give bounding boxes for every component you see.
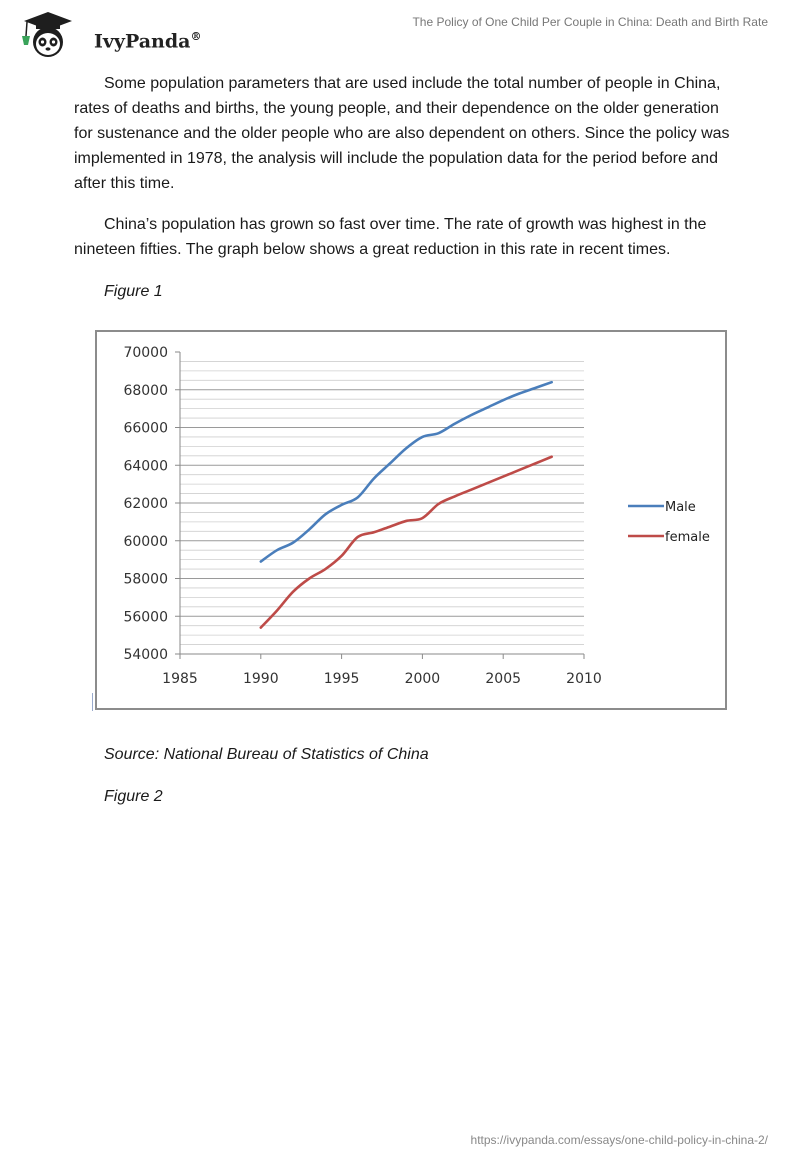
chart-canvas (97, 332, 725, 708)
document-title: The Policy of One Child Per Couple in China: Death and Birth Rate (412, 15, 768, 29)
figure-2-caption: Figure 2 (104, 788, 163, 805)
x-tick-label: 2010 (566, 671, 602, 687)
x-tick-label: 1990 (242, 671, 279, 687)
text-cursor-mark (92, 693, 93, 711)
x-tick-label: 1985 (162, 671, 198, 687)
brand-name (94, 30, 201, 52)
x-tick-label: 2005 (485, 671, 522, 687)
page-header (0, 0, 800, 70)
paragraph-population-growth: China’s population has grown so fast over time. The rate of growth was highest in the nineteen fifties. The graph below shows a great reduction in this rate in recent times. (74, 216, 707, 258)
y-tick-label: 58000 (123, 571, 168, 588)
y-tick-label: 62000 (123, 496, 168, 512)
series-line-female (261, 457, 552, 628)
y-tick-label: 60000 (123, 533, 168, 550)
y-tick-label: 70000 (123, 345, 168, 361)
source-url[interactable]: https://ivypanda.com/essays/one-child-policy-in-china-2/ (470, 1133, 768, 1147)
legend-label-female: female (665, 530, 710, 545)
figure-source-caption: Source: National Bureau of Statistics of China (104, 746, 429, 763)
y-tick-label: 64000 (123, 458, 168, 475)
y-tick-label: 56000 (123, 609, 168, 626)
panda-graduate-icon (16, 9, 76, 59)
brand-text: IvyPanda (94, 30, 191, 53)
series-line-male (261, 382, 552, 561)
ivypanda-logo[interactable] (16, 9, 206, 59)
brand-registered-mark: ® (190, 30, 202, 43)
y-tick-label: 68000 (123, 382, 168, 399)
y-tick-label: 54000 (123, 647, 168, 663)
legend-label-male: Male (665, 500, 696, 515)
paragraph-population-parameters: Some population parameters that are used include the total number of people in China, rates of deaths and births, the young people, and their dependence on the older generation for sustenance and the older people who are also dependent on others. Since the policy was implemented in 1978, the analysis will include the population data for the period before and after this time. (74, 75, 730, 192)
x-tick-label: 2000 (404, 671, 441, 687)
y-tick-label: 66000 (123, 420, 168, 437)
population-line-chart (95, 330, 727, 710)
figure-1-caption: Figure 1 (104, 283, 163, 300)
x-tick-label: 1995 (323, 671, 360, 687)
